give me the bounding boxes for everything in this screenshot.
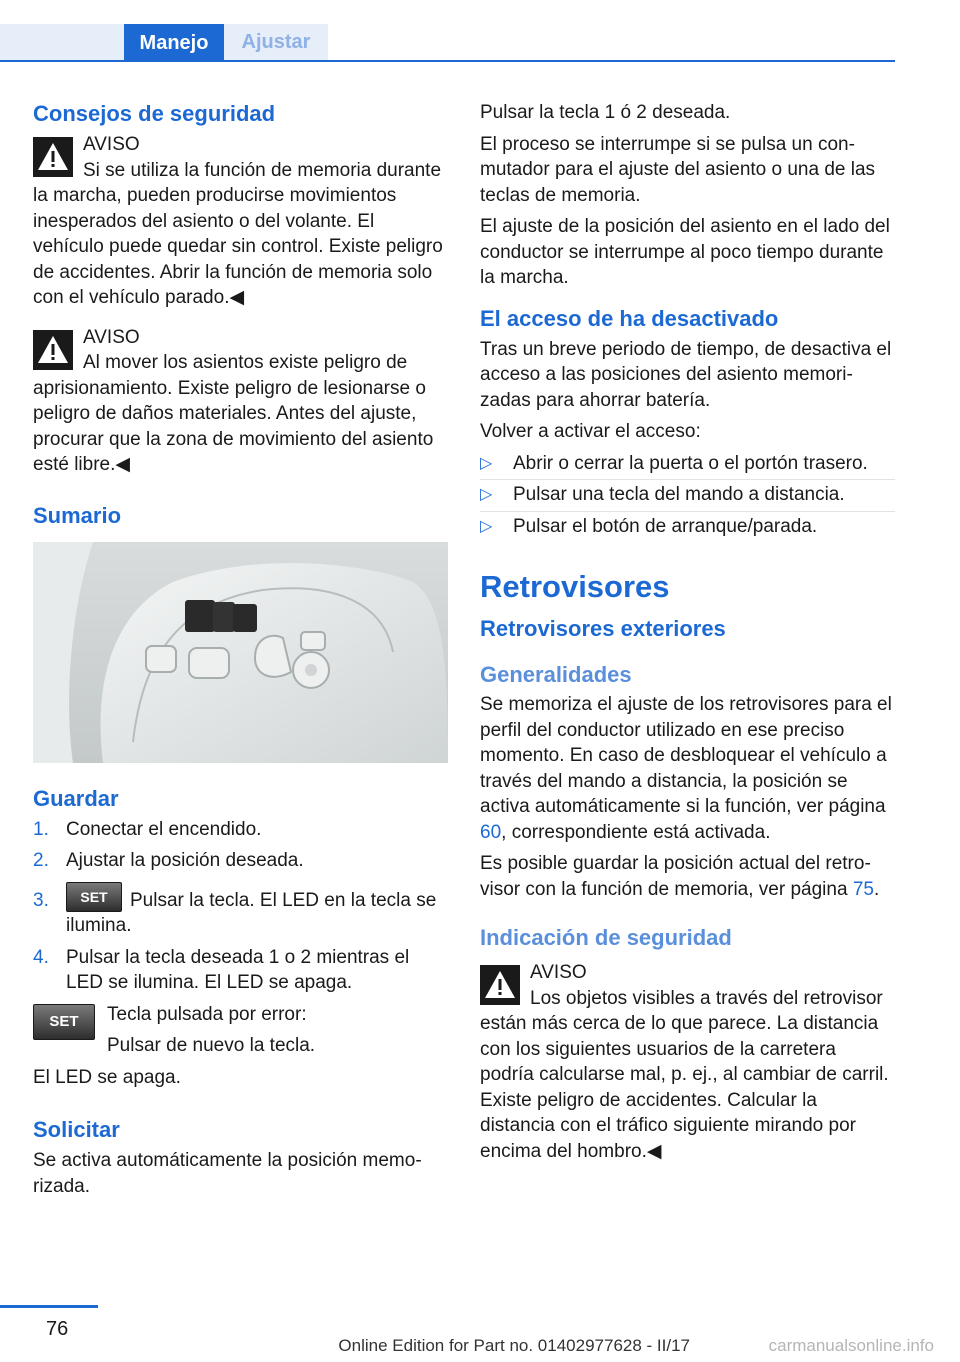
solicitar-text: Se activa automáticamente la posición memorizada. [33,1150,422,1197]
heading-guardar: Guardar [33,785,119,811]
list-item: 3. SET Pulsar la tecla. El LED en la tecla se ilumina. [33,888,448,939]
list-item: ▷ Pulsar una tecla del mando a distancia. [480,482,895,508]
header-rule [0,60,895,62]
page-link-75[interactable]: 75 [852,878,874,900]
paragraph: Pulsar la tecla 1 ó 2 deseada. [480,102,731,123]
heading-solicitar: Solicitar [33,1117,120,1142]
list-item: 4. Pulsar la tecla deseada 1 o 2 mientras el LED se ilumina. El LED se apaga. [33,946,410,993]
left-column [33,100,448,1205]
warning-label: AVISO [83,326,140,348]
warning-block-seats [33,325,448,478]
heading-sumario: Sumario [33,502,122,528]
error-text: Pulsar de nuevo la tecla. [107,1035,316,1056]
triangle-bullet-icon: ▷ [480,486,493,503]
paragraph: El proceso se interrumpe si se pulsa un conmutador para el ajuste del asiento o una de las teclas de memoria. [480,133,876,206]
list-item: ▷ Abrir o cerrar la puerta o el portón trasero. [480,451,895,477]
warning-block-memory [33,132,448,311]
paragraph: El ajuste de la posición del asiento en el lado del conductor se interrumpe al poco tiempo durante la marcha. [480,216,890,288]
led-off-text: El LED se apaga. [33,1066,181,1088]
tab-manejo[interactable]: Manejo [124,24,224,62]
seat-controls-image [33,542,448,763]
heading-indicacion: Indicación de seguridad [480,925,732,950]
warning-text: Si se utiliza la función de memoria durante la marcha, pueden producirse movimientos inesperados del asiento o del volante. El vehículo puede quedar sin control. Existe peligro de accidentes. Abrir la función de memoria solo con el vehículo parado.◀ [33,159,443,308]
footer-rule [0,1305,98,1308]
page-number: 76 [46,1318,69,1340]
set-button-icon: SET [33,1004,95,1040]
tab-spacer [0,24,124,60]
right-column [480,100,895,1170]
warning-triangle-icon [33,137,73,177]
warning-text: Los objetos visibles a través del retrovisor están más cerca de lo que parece. La distancia con los siguientes usuarios de la carretera podría calcularse mal, p. ej., al cambiar de carril. Existe peligro de accidentes. Calcular la distancia con el tráfico siguiente mirando por encima del hombro.◀ [480,987,889,1162]
heading-generalidades: Generalidades [480,662,632,687]
heading-acceso: El acceso de ha desactivado [480,305,779,331]
tab-ajustar[interactable]: Ajustar [224,24,328,60]
heading-retrovisores: Retrovisores [480,569,670,604]
list-item: ▷ Pulsar el botón de arranque/parada. [480,514,895,540]
error-note [33,1002,448,1059]
guardar-steps [33,817,448,996]
triangle-bullet-icon: ▷ [480,454,493,472]
header-tab-bar [0,24,895,62]
paragraph: Volver a activar el acceso: [480,421,701,442]
paragraph: Es posible guardar la posición actual del retrovisor con la función de memoria, ver página 75. [480,853,880,900]
reactivate-list [480,451,895,540]
triangle-bullet-icon: ▷ [480,517,493,535]
paragraph: Tras un breve periodo de tiempo, de desactiva el acceso a las posiciones del asiento memorizadas para ahorrar batería. [480,338,892,411]
warning-text: Al mover los asientos existe peligro de aprisionamiento. Existe peligro de lesionarse o peligro de daños materiales. Antes del ajuste, procurar que la zona de movimiento del asiento esté libre.◀ [33,352,434,475]
set-button-icon: SET [66,882,122,912]
warning-label: AVISO [83,134,140,155]
warning-triangle-icon [33,330,73,370]
list-item: 2. Ajustar la posición deseada. [33,850,304,871]
heading-exteriores: Retrovisores exteriores [480,616,726,641]
page-link-60[interactable]: 60 [480,821,502,843]
warning-block-mirrors [480,960,895,1164]
edition-text: Online Edition for Part no. 01402977628 - II/17 [338,1336,690,1355]
paragraph: Se memoriza el ajuste de los retrovisores para el perfil del conductor utilizado en ese preciso momento. En caso de desbloquear el vehículo a través del mando a distancia, la posición se activa automáticamente si la función, ver página 60, correspondiente está activada. [480,694,892,843]
watermark-text: carmanualsonline.info [768,1336,934,1355]
error-text: Tecla pulsada por error: [107,1003,307,1025]
list-item: 1. Conectar el encendido. [33,818,262,840]
heading-consejos: Consejos de seguridad [33,101,276,126]
warning-label: AVISO [530,962,587,983]
warning-triangle-icon [480,965,520,1005]
